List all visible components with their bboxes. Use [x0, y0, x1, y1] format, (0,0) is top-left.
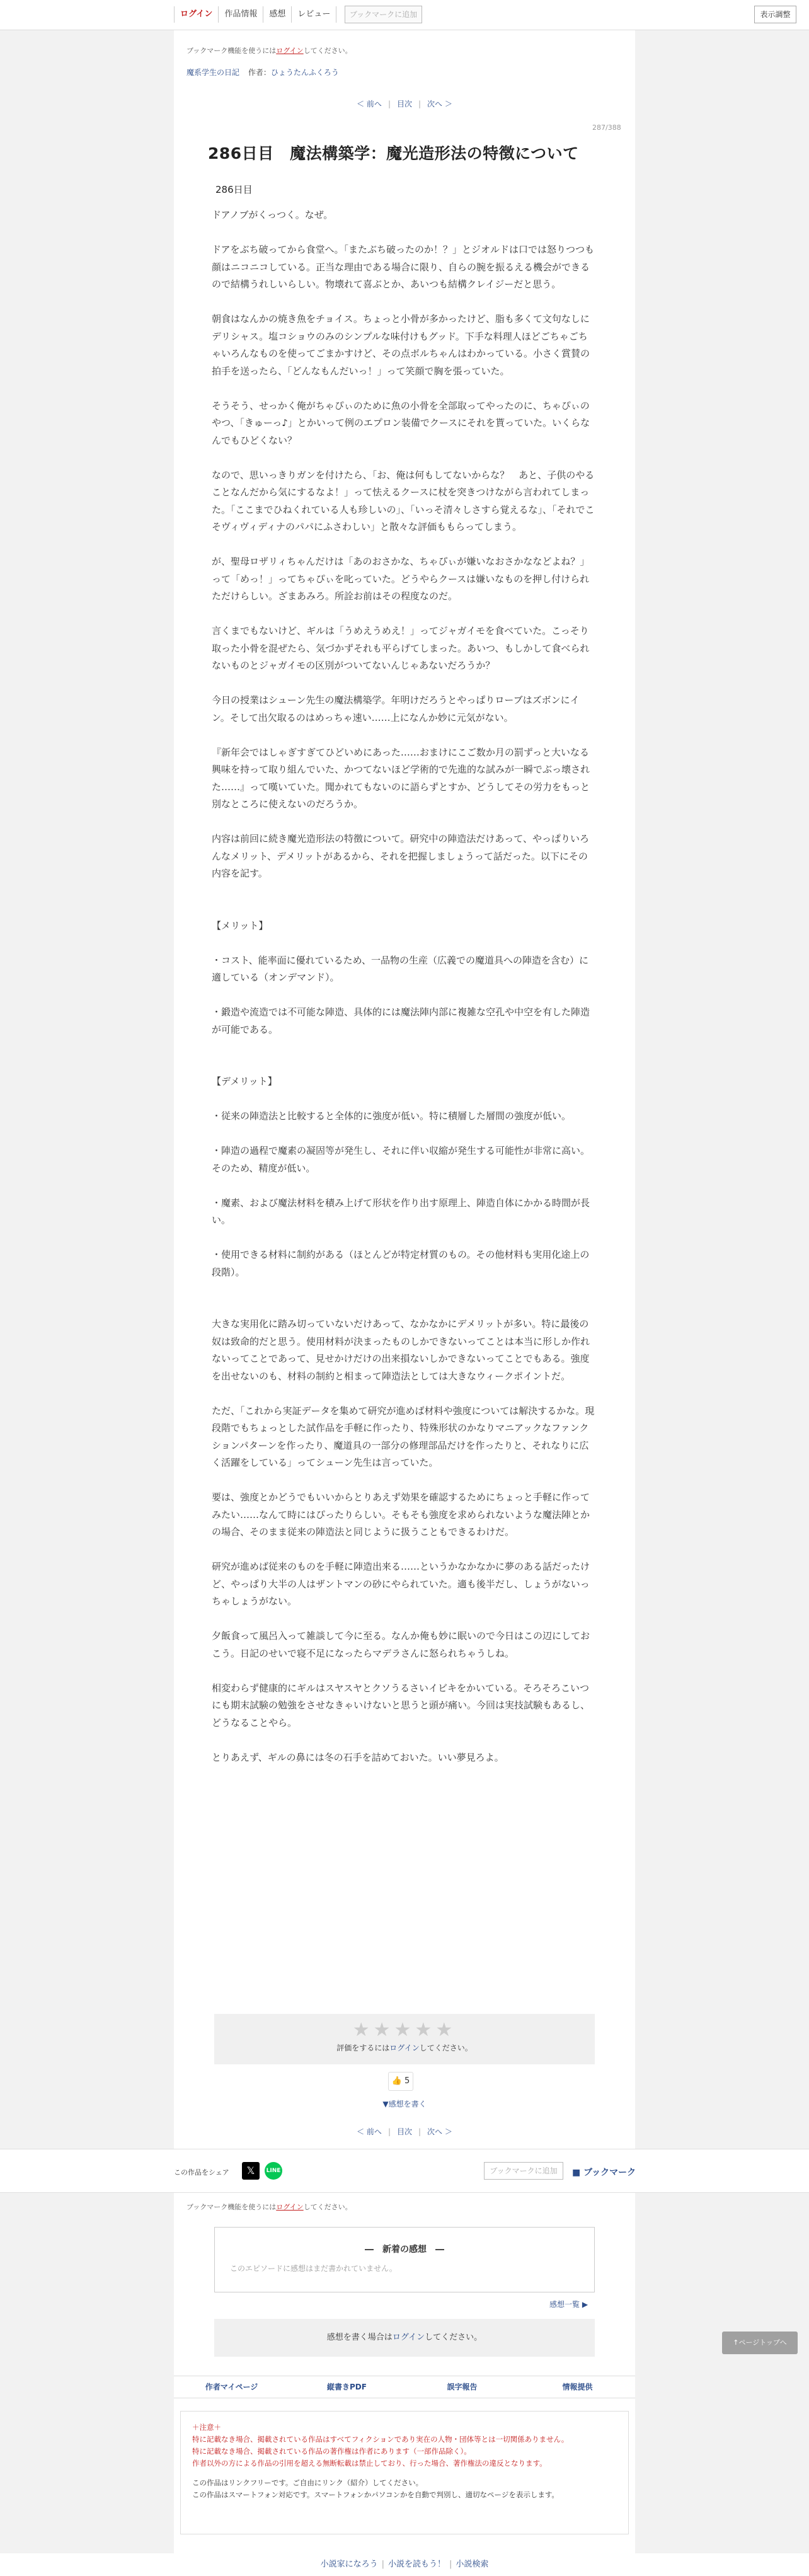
body-paragraph: 夕飯食って風呂入って雑談して今に至る。なんか俺も妙に眠いので今日はこの辺にしておこう。日記のせいで寝不足になったらマデラさんに怒られちゃうしね。: [212, 1630, 590, 1659]
thumbs-up-icon: 👍: [391, 2076, 402, 2086]
body-paragraph: 【メリット】: [212, 919, 268, 931]
body-paragraph: ・陣造の過程で魔素の凝固等が発生し、それに伴い収縮が発生する可能性が非常に高い。そのため、精度が低い。: [212, 1145, 590, 1174]
notes-heading: ＋注意＋: [192, 2423, 221, 2432]
new-impressions-box: [214, 2227, 595, 2292]
body-paragraph: 朝食はなんかの焼き魚をチョイス。ちょっと小骨が多かったけど、脂も多くて文句なしにデリシャス。塩コショウのみのシンプルな味付けもグッド。下手な料理人ほどごちゃごちゃいろんなものを使ってごまかすけど、その点ボルちゃんはわかっている。小さく賞賛の拍手を送ったら、「どんなもんだいっ！」って笑顔で胸を張っていた。: [212, 313, 590, 377]
header-bar: [0, 0, 809, 30]
notes-line: 特に記載なき場合、掲載されている作品の著作権は作者にあります（一部作品除く）。: [192, 2447, 471, 2456]
typo-report-link[interactable]: 誤字報告: [447, 2383, 478, 2391]
work-info-link[interactable]: 作品情報: [219, 6, 263, 23]
body-paragraph: とりあえず、ギルの鼻には冬の石手を詰めておいた。いい夢見ろよ。: [212, 1751, 504, 1763]
body-paragraph: [212, 1281, 595, 1299]
body-paragraph: [212, 224, 595, 242]
pager-top: ＜ 前へ | 目次 | 次へ ＞: [174, 98, 635, 109]
header-nav: [174, 6, 336, 23]
body-paragraph: ・魔素、および魔法材料を積み上げて形状を作り出す原理上、陣造自体にかかる時間が長い。: [212, 1197, 590, 1226]
bookmark-add-button[interactable]: ブックマークに追加: [484, 2162, 563, 2180]
info-report-link[interactable]: 情報提供: [562, 2383, 593, 2391]
body-paragraph: ・コスト、能率面に優れているため、一品物の生産（広義での魔道具への陣造を含む）に適している（オンデマンド）。: [212, 954, 589, 983]
body-paragraph: ・鍛造や流造では不可能な陣造、具体的には魔法陣内部に複雑な空孔や中空を有した陣造が可能である。: [212, 1006, 590, 1035]
body-paragraph: そうそう、せっかく俺がちゃぴぃのために魚の小骨を全部取ってやったのに、ちゃぴぃのやつ、「きゅーっ♪」とかいって例のエプロン装備でクースにそれを貰っていた。いくらなんでもひどくない？: [212, 400, 590, 446]
notes-line: この作品はリンクフリーです。ご自由にリンク（紹介）してください。: [192, 2478, 423, 2487]
body-paragraph: [212, 606, 595, 623]
author-mypage-link[interactable]: 作者マイページ: [205, 2383, 258, 2391]
next-link[interactable]: 次へ ＞: [427, 100, 452, 108]
write-impression-box: 感想を書く場合はログインしてください。: [214, 2319, 595, 2357]
review-link[interactable]: レビュー: [292, 6, 336, 23]
login-link[interactable]: ログイン: [276, 47, 304, 55]
share-label: この作品をシェア: [174, 2168, 229, 2176]
impression-list-link[interactable]: 感想一覧 ▶: [549, 2300, 588, 2309]
footer-links: [174, 2376, 635, 2398]
body-paragraph: ・従来の陣造法と比較すると全体的に強度が低い。特に積層した層間の強度が低い。: [212, 1110, 571, 1122]
body-paragraph: [212, 1662, 595, 1680]
page-top-button[interactable]: ↑ページトップへ: [722, 2332, 798, 2354]
body-paragraph: 要は、強度とかどうでもいいからとりあえず効果を確認するためにちょっと手軽に作ってみたい……なんて時にはぴったりらしい。そもそも強度を求められないような魔法陣とかの場合、そのまま従来の陣造法と同じように扱うこともできるわけだ。: [212, 1492, 590, 1538]
body-paragraph: 相変わらず健康的にギルはスヤスヤとクソうるさいイビキをかいている。そろそろこいつにも期末試験の勉強をさせなきゃいけないと思うと頭が痛い。今回は実技試験もあるし、どうなることやら。: [212, 1682, 590, 1728]
body-paragraph: [212, 675, 595, 693]
body-paragraph: [212, 1732, 595, 1749]
index-link[interactable]: 目次: [396, 100, 412, 108]
index-link[interactable]: 目次: [396, 2127, 412, 2136]
body-paragraph: ・使用できる材料に制約がある（ほとんどが特定材質のもの。その他材料も実用化途上の段階）。: [212, 1249, 590, 1278]
body-paragraph: [212, 934, 595, 952]
login-link[interactable]: ログイン: [392, 2333, 425, 2342]
site-footer: 小説家になろう | 小説を読もう！ | 小説検索: [0, 2553, 809, 2576]
notes-line: この作品はスマートフォン対応です。スマートフォンかパソコンかを自動で判別し、適切なページを表示します。: [192, 2490, 559, 2499]
episode-body: [212, 207, 595, 1766]
display-settings-button[interactable]: 表示調整: [754, 6, 796, 23]
body-paragraph: 言くまでもないけど、ギルは「うめえうめえ！」ってジャガイモを食べていた。こっそり取った小骨を混ぜたら、気づかずそれも平らげてしまった。あいつ、もしかして食べられないものとジャガイモの区別がついてないんじゃあないだろうか？: [212, 625, 590, 671]
body-paragraph: [212, 380, 595, 398]
login-link[interactable]: ログイン: [174, 6, 219, 23]
series-title-link[interactable]: 魔系学生の日記: [186, 68, 240, 77]
rating-login-notice: 評価をするにはログインしてください。: [336, 2044, 473, 2052]
page-count: 287/388: [592, 124, 621, 132]
body-paragraph: [212, 1038, 595, 1056]
body-paragraph: [212, 1385, 595, 1403]
notes-line: 作者以外の方による作品の引用を超える無断転載は禁止しており、行った場合、著作権法の違反となります。: [192, 2459, 547, 2468]
x-share-icon[interactable]: 𝕏: [242, 2162, 260, 2180]
body-paragraph: [212, 1056, 595, 1074]
write-impression-link[interactable]: ▼感想を書く: [382, 2100, 427, 2108]
body-paragraph: [212, 1125, 595, 1143]
body-paragraph: [212, 1299, 595, 1316]
rating-stars[interactable]: ★★★★★: [352, 2019, 457, 2041]
body-paragraph: [212, 727, 595, 744]
prev-link[interactable]: ＜ 前へ: [357, 100, 382, 108]
body-paragraph: 内容は前回に続き魔光造形法の特徴について。研究中の陣造法だけあって、やっぱりいろんなメリット、デメリットがあるから、それを把握しましょうって話だった。以下にその内容を記す。: [212, 833, 589, 879]
like-button[interactable]: [388, 2072, 413, 2091]
lower-section: [174, 2193, 635, 2553]
body-paragraph: ドアノブがくっつく。なぜ。: [212, 209, 333, 221]
body-paragraph: なので、思いっきりガンを付けたら、「お、俺は何もしてないからな？ あと、子供のやることなんだから気にするなよ！」って怯えるクースに杖を突きつけながら言われてしまった。「ここまでひねくれている人も珍しいの」、「いっそ清々しさすら覚えるな」、「それでこそヴィヴィディナのパパにふさわしい」と散々な評価ももらってしまう。: [212, 469, 595, 532]
share-bar: [0, 2149, 809, 2193]
body-paragraph: [212, 900, 595, 917]
body-paragraph: 大きな実用化に踏み切っていないだけあって、なかなかにデメリットが多い。特に最後の奴は致命的だと思う。使用材料が決まったものしかできないってことは本当に形しか作れないってことであって、見せかけだけの出来損ないしかできないってことでもある。強度を出せないのも、材料の制約と相まって陣造法としては大きなウィークポイントだ。: [212, 1318, 590, 1382]
body-paragraph: [212, 449, 595, 467]
body-paragraph: [212, 883, 595, 900]
prev-link[interactable]: ＜ 前へ: [357, 2127, 382, 2136]
new-impressions-heading: ― 新着の感想 ―: [365, 2245, 444, 2255]
like-count: 5: [404, 2076, 410, 2086]
body-paragraph: 研究が進めば従来のものを手軽に陣造出来る……というかなかなかに夢のある話だったけど、やっぱり大半の人はザントマンの砂にやられていた。適も後半だし、しょうがないっちゃしょうがない。: [212, 1561, 590, 1607]
body-paragraph: [212, 814, 595, 831]
pager-bottom: ＜ 前へ | 目次 | 次へ ＞: [174, 2126, 635, 2137]
main-content: [174, 30, 635, 2164]
bookmark-add-button[interactable]: ブックマークに追加: [345, 6, 422, 23]
login-link[interactable]: ログイン: [389, 2044, 420, 2052]
body-paragraph: [212, 294, 595, 311]
body-paragraph: が、聖母ロザリィちゃんだけは「あのおさかな、ちゃぴぃが嫌いなおさかななどよね？」って「めっ！」ってちゃぴぃを叱っていた。どうやらクースは嫌いなものを押し付けられただけらしい。ざまあみろ。所詮お前はその程度なのだ。: [212, 556, 590, 602]
search-link[interactable]: 小説検索: [456, 2560, 489, 2569]
rating-box: [214, 2014, 595, 2064]
body-paragraph: [212, 1611, 595, 1628]
line-share-icon[interactable]: LINE: [265, 2162, 282, 2180]
narou-link[interactable]: 小説家になろう: [320, 2560, 378, 2569]
episode-subtitle: 286日目: [215, 184, 253, 195]
no-impressions-text: このエピソードに感想はまだ書かれていません。: [230, 2264, 397, 2273]
body-paragraph: 【デメリット】: [212, 1076, 277, 1087]
vertical-pdf-link[interactable]: 縦書きPDF: [327, 2383, 367, 2391]
body-paragraph: [212, 987, 595, 1004]
login-link[interactable]: ログイン: [276, 2203, 304, 2211]
notes-line: 特に記載なき場合、掲載されている作品はすべてフィクションであり実在の人物・団体等とは一切関係ありません。: [192, 2435, 569, 2444]
yomou-link[interactable]: 小説を読もう！: [387, 2560, 445, 2569]
body-paragraph: [212, 536, 595, 554]
notes-box: [180, 2411, 629, 2534]
bookmark-login-notice: ブックマーク機能を使うにはログインしてください。: [186, 47, 352, 55]
impressions-link[interactable]: 感想: [263, 6, 292, 23]
body-paragraph: [212, 1472, 595, 1490]
body-paragraph: [212, 1229, 595, 1247]
body-paragraph: 『新年会ではしゃぎすぎてひどいめにあった……おまけにこご数か月の罰ずっと大いなる興味を持って取り組んでいた、かつてないほど学術的で先進的な試みが一瞬でぶっ壊された……』って嘆いていた。聞かれてもないのに語らずとすか、どうしてその労力をもっと別なところに使えないのだろうか。: [212, 746, 590, 810]
series-info: 魔系学生の日記 作者：ひょうたんふくろう: [186, 68, 339, 77]
body-paragraph: 今日の授業はシューン先生の魔法構築学。年明けだろうとやっぱりローブはズボンにイン。そして出欠取るのはめっちゃ速い……上になんか妙に元気がない。: [212, 694, 580, 723]
author-link[interactable]: ひょうたんふくろう: [270, 68, 339, 77]
next-link[interactable]: 次へ ＞: [427, 2127, 452, 2136]
body-paragraph: ドアをぶち破ってから食堂へ。「またぶち破ったのか！？」とジオルドは口では怒りつつも顔はニコニコしている。正当な理由である場合に限り、自らの腕を振るえる機会ができるので結構うれしいらしい。物壊れて喜ぶとか、あいつも結構クレイジーだと思う。: [212, 244, 595, 290]
bookmark-link[interactable]: ■ ブックマーク: [572, 2168, 636, 2178]
body-paragraph: [212, 1091, 595, 1108]
body-paragraph: ただ、「これから実証データを集めて研究が進めば材料や強度については解決するかな。現段階でもちょっとした試作品を手軽に作ったり、特殊形状のかなりマニアックなファンクションパターンを作ったり、魔道具の一部分の修理部品だけを作ったりと、それなりに広く活躍をしている」ってシューン先生は言っていた。: [212, 1405, 595, 1468]
episode-title: 286日目 魔法構築学：魔光造形法の特徴について: [208, 144, 579, 163]
body-paragraph: [212, 1177, 595, 1195]
bookmark-login-notice: ブックマーク機能を使うにはログインしてください。: [186, 2203, 352, 2211]
body-paragraph: [212, 1541, 595, 1559]
